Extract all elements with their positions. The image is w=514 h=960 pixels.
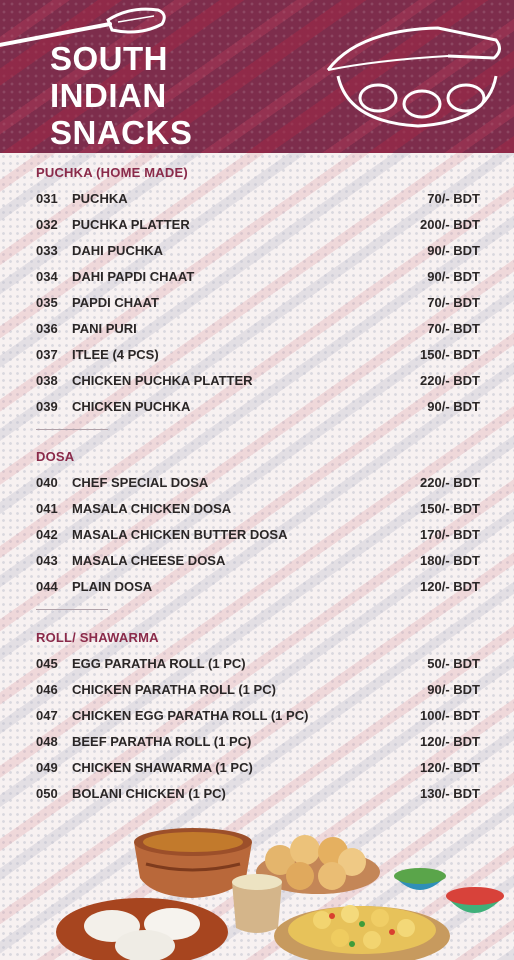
item-code: 034 bbox=[36, 268, 58, 284]
item-name: PUCHKA PLATTER bbox=[72, 216, 190, 232]
item-price: 180/- BDT bbox=[420, 552, 480, 568]
menu-item bbox=[36, 676, 480, 702]
item-name: DAHI PUCHKA bbox=[72, 242, 163, 258]
food-illustration bbox=[0, 820, 514, 960]
item-code: 043 bbox=[36, 552, 58, 568]
item-price: 70/- BDT bbox=[427, 294, 480, 310]
item-name: CHICKEN EGG PARATHA ROLL (1 PC) bbox=[72, 707, 309, 723]
item-price: 90/- BDT bbox=[427, 242, 480, 258]
item-code: 037 bbox=[36, 346, 58, 362]
menu-item bbox=[36, 367, 480, 393]
item-price: 150/- BDT bbox=[420, 346, 480, 362]
item-name: MASALA CHICKEN BUTTER DOSA bbox=[72, 526, 288, 542]
menu-item bbox=[36, 547, 480, 573]
item-name: CHICKEN PUCHKA bbox=[72, 398, 191, 414]
item-price: 90/- BDT bbox=[427, 268, 480, 284]
section-title-puchka: PUCHKA (HOME MADE) bbox=[36, 165, 188, 180]
page-title bbox=[50, 40, 192, 151]
item-code: 038 bbox=[36, 372, 58, 388]
item-name: CHICKEN PUCHKA PLATTER bbox=[72, 372, 253, 388]
item-code: 050 bbox=[36, 785, 58, 801]
item-code: 049 bbox=[36, 759, 58, 775]
chutney-cup-icon bbox=[232, 874, 282, 933]
menu-item bbox=[36, 289, 480, 315]
item-name: EGG PARATHA ROLL (1 PC) bbox=[72, 655, 246, 671]
item-code: 046 bbox=[36, 681, 58, 697]
item-code: 044 bbox=[36, 578, 58, 594]
item-code: 048 bbox=[36, 733, 58, 749]
item-code: 047 bbox=[36, 707, 58, 723]
menu-header bbox=[0, 0, 514, 153]
title-line-3: SNACKS bbox=[50, 114, 193, 151]
menu-item bbox=[36, 469, 480, 495]
item-name: PANI PURI bbox=[72, 320, 137, 336]
item-code: 032 bbox=[36, 216, 58, 232]
section-divider bbox=[36, 609, 108, 610]
item-code: 033 bbox=[36, 242, 58, 258]
menu-item bbox=[36, 211, 480, 237]
item-price: 130/- BDT bbox=[420, 785, 480, 801]
item-name: PUCHKA bbox=[72, 190, 128, 206]
green-chutney-bowl-icon bbox=[394, 868, 446, 890]
item-name: BOLANI CHICKEN (1 PC) bbox=[72, 785, 226, 801]
item-name: DAHI PAPDI CHAAT bbox=[72, 268, 195, 284]
item-price: 90/- BDT bbox=[427, 398, 480, 414]
item-code: 039 bbox=[36, 398, 58, 414]
item-name: ITLEE (4 PCS) bbox=[72, 346, 159, 362]
menu-item bbox=[36, 263, 480, 289]
item-price: 70/- BDT bbox=[427, 320, 480, 336]
item-code: 045 bbox=[36, 655, 58, 671]
item-price: 220/- BDT bbox=[420, 372, 480, 388]
menu-item bbox=[36, 341, 480, 367]
item-code: 031 bbox=[36, 190, 58, 206]
menu-item bbox=[36, 237, 480, 263]
item-code: 036 bbox=[36, 320, 58, 336]
idli-plate-icon bbox=[56, 898, 228, 960]
item-name: PLAIN DOSA bbox=[72, 578, 153, 594]
item-code: 042 bbox=[36, 526, 58, 542]
menu-item bbox=[36, 754, 480, 780]
item-price: 100/- BDT bbox=[420, 707, 480, 723]
menu-item bbox=[36, 521, 480, 547]
section-title-roll-shawarma: ROLL/ SHAWARMA bbox=[36, 630, 159, 645]
item-price: 120/- BDT bbox=[420, 759, 480, 775]
item-name: BEEF PARATHA ROLL (1 PC) bbox=[72, 733, 252, 749]
item-code: 035 bbox=[36, 294, 58, 310]
section-title-dosa: DOSA bbox=[36, 449, 75, 464]
item-price: 90/- BDT bbox=[427, 681, 480, 697]
item-price: 120/- BDT bbox=[420, 733, 480, 749]
menu-item bbox=[36, 650, 480, 676]
item-name: CHEF SPECIAL DOSA bbox=[72, 474, 209, 490]
appam-pan-icon bbox=[318, 10, 508, 130]
item-code: 040 bbox=[36, 474, 58, 490]
item-price: 70/- BDT bbox=[427, 190, 480, 206]
title-line-2: INDIAN bbox=[50, 77, 167, 114]
menu-item bbox=[36, 393, 480, 419]
menu-item bbox=[36, 702, 480, 728]
menu-item bbox=[36, 573, 480, 599]
section-divider bbox=[36, 429, 108, 430]
item-price: 200/- BDT bbox=[420, 216, 480, 232]
item-price: 220/- BDT bbox=[420, 474, 480, 490]
menu-item bbox=[36, 185, 480, 211]
item-price: 150/- BDT bbox=[420, 500, 480, 516]
menu-item bbox=[36, 780, 480, 806]
title-line-1: SOUTH bbox=[50, 40, 168, 77]
item-price: 170/- BDT bbox=[420, 526, 480, 542]
papdi-chaat-plate-icon bbox=[274, 905, 450, 960]
item-name: CHICKEN PARATHA ROLL (1 PC) bbox=[72, 681, 276, 697]
red-chutney-bowl-icon bbox=[446, 887, 504, 913]
item-code: 041 bbox=[36, 500, 58, 516]
menu-item bbox=[36, 728, 480, 754]
item-name: MASALA CHEESE DOSA bbox=[72, 552, 226, 568]
item-name: MASALA CHICKEN DOSA bbox=[72, 500, 232, 516]
item-price: 50/- BDT bbox=[427, 655, 480, 671]
menu-item bbox=[36, 495, 480, 521]
item-price: 120/- BDT bbox=[420, 578, 480, 594]
menu-item bbox=[36, 315, 480, 341]
item-name: PAPDI CHAAT bbox=[72, 294, 159, 310]
item-name: CHICKEN SHAWARMA (1 PC) bbox=[72, 759, 253, 775]
